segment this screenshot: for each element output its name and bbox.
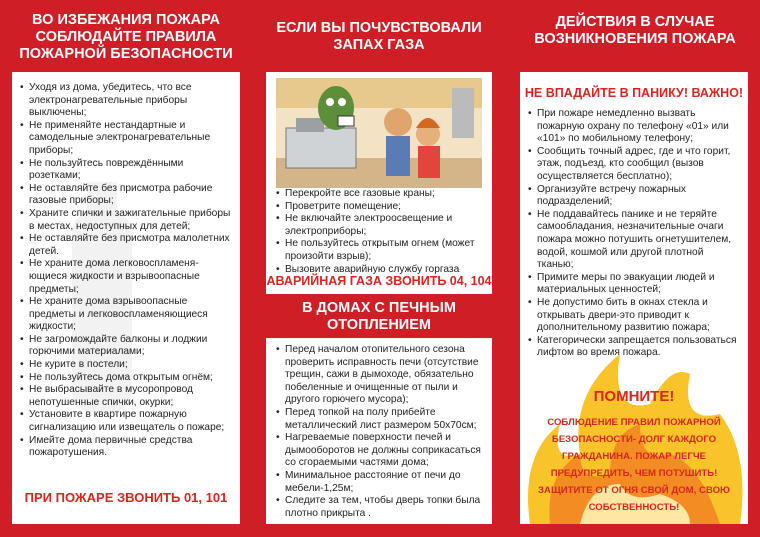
col1-content-box (12, 72, 240, 524)
gas-leak-illustration (276, 78, 482, 188)
list-item: • Не выбрасывайте в мусоропровод непотушенные спички, окурки; (20, 384, 234, 409)
col3-content-box (520, 72, 748, 524)
col1-header: ВО ИЗБЕЖАНИЯ ПОЖАРА СОБЛЮДАЙТЕ ПРАВИЛА ПОЖАРНОЙ БЕЗОПАСНОСТИ (19, 12, 233, 62)
remember-heading: ПОМНИТЕ! (593, 388, 675, 405)
list-item: • Не поддавайтесь панике и не теряйте самообладания, незначительные очаги пожара можно потушить огнетушителем, водой, кошмой или другой плотной тканью; (528, 209, 742, 272)
list-item: • Не оставляйте без присмотра малолетних детей. (20, 233, 234, 258)
list-item: • Примите меры по эвакуации людей и материальных ценностей; (528, 272, 742, 297)
list-item: • Нагреваемые поверхности печей и дымооборотов не должны соприкасаться со сгораемыми частями дома; (276, 432, 486, 470)
list-item: • Проветрите помещение; (276, 201, 486, 214)
list-item: • Имейте дома первичные средства пожаротушения. (20, 435, 234, 460)
col1-rules-list (20, 82, 234, 460)
list-item: • Не храните дома легковоспламеня-ющиеся жидкости и взрывоопасные предметы; (20, 258, 234, 296)
list-item: • Храните спички и зажигательные приборы в местах, недоступных для детей; (20, 208, 234, 233)
list-item: • Минимальное расстояние от печи до мебели-1,25м; (276, 470, 486, 495)
list-item: • Не включайте электроосвещение и электроприборы; (276, 213, 486, 238)
no-panic-heading: НЕ ВПАДАЙТЕ В ПАНИКУ! ВАЖНО! (524, 86, 744, 100)
list-item: • Перекройте все газовые краны; (276, 188, 486, 201)
list-item: • Перед топкой на полу прибейте металлический лист размером 50х70см; (276, 407, 486, 432)
col2-header2: В ДОМАХ С ПЕЧНЫМ ОТОПЛЕНИЕМ (302, 300, 456, 333)
gas-emergency-phone: АВАРИЙНАЯ ГАЗА ЗВОНИТЬ 04, 104 (266, 274, 492, 288)
col2-header: ЕСЛИ ВЫ ПОЧУВСТВОВАЛИ ЗАПАХ ГАЗА (276, 20, 482, 53)
col2-stove-list (276, 344, 486, 520)
list-item: • Не храните дома взрывоопасные предметы и легковоспламеняющиеся жидкости; (20, 296, 234, 334)
list-item: • Организуйте встречу пожарных подразделений; (528, 184, 742, 209)
list-item: • Категорически запрещается пользоваться лифтом во время пожара. (528, 335, 742, 360)
col1-fire-phone: ПРИ ПОЖАРЕ ЗВОНИТЬ 01, 101 (24, 490, 228, 505)
list-item: • При пожаре немедленно вызвать пожарную охрану по телефону «01» или «101» по мобильному телефону; (528, 108, 742, 146)
list-item: • Не применяйте нестандартные и самодельные электронагревательные приборы; (20, 120, 234, 158)
col2-top-box (266, 72, 492, 294)
list-item: • Не загромождайте балконы и лоджии горючими материалами; (20, 334, 234, 359)
col3-header: ДЕЙСТВИЯ В СЛУЧАЕ ВОЗНИКНОВЕНИЯ ПОЖАРА (534, 14, 736, 47)
col3-actions-list (528, 108, 742, 360)
list-item: • Уходя из дома, убедитесь, что все электронагревательные приборы выключены; (20, 82, 234, 120)
list-item: • Перед началом отопительного сезона проверить исправность печи (отсутствие трещин, сажи в дымоходе, обязательно побеленные и очищенные от пыли и другого горючего мусора); (276, 344, 486, 407)
list-item: • Не пользуйтесь дома открытым огнём; (20, 372, 234, 385)
col2-bottom-box (266, 338, 492, 524)
list-item: • Сообщить точный адрес, где и что горит, этаж, подъезд, кто сообщил (вызов осуществляется бесплатно); (528, 146, 742, 184)
list-item: • Не пользуйтесь повреждёнными розетками; (20, 158, 234, 183)
list-item: • Не курите в постели; (20, 359, 234, 372)
list-item: • Не оставляйте без присмотра рабочие газовые приборы; (20, 183, 234, 208)
list-item: • Не пользуйтесь открытым огнем (может произойти взрыв); (276, 238, 486, 263)
list-item: • Не допустимо бить в окнах стекла и открывать двери-это приводит к дополнительному развитию пожара; (528, 297, 742, 335)
list-item: • Установите в квартире пожарную сигнализацию или извещатель о пожаре; (20, 409, 234, 434)
col2-gas-list (276, 188, 486, 276)
list-item: • Вызовите аварийную службу горгаза (276, 264, 486, 277)
list-item: • Следите за тем, чтобы дверь топки была плотно прикрыта . (276, 495, 486, 520)
remember-text: СОБЛЮДЕНИЕ ПРАВИЛ ПОЖАРНОЙ БЕЗОПАСНОСТИ- ДОЛГ КАЖДОГО ГРАЖДАНИНА. ПОЖАР ЛЕГЧЕ ПРЕДУПРЕДИТЬ, ЧЕМ ПОТУШИТЬ! ЗАЩИТИТЕ ОТ ОГНЯ СВОЙ ДОМ, СВОЮ СОБСТВЕННОСТЬ! (538, 417, 730, 513)
